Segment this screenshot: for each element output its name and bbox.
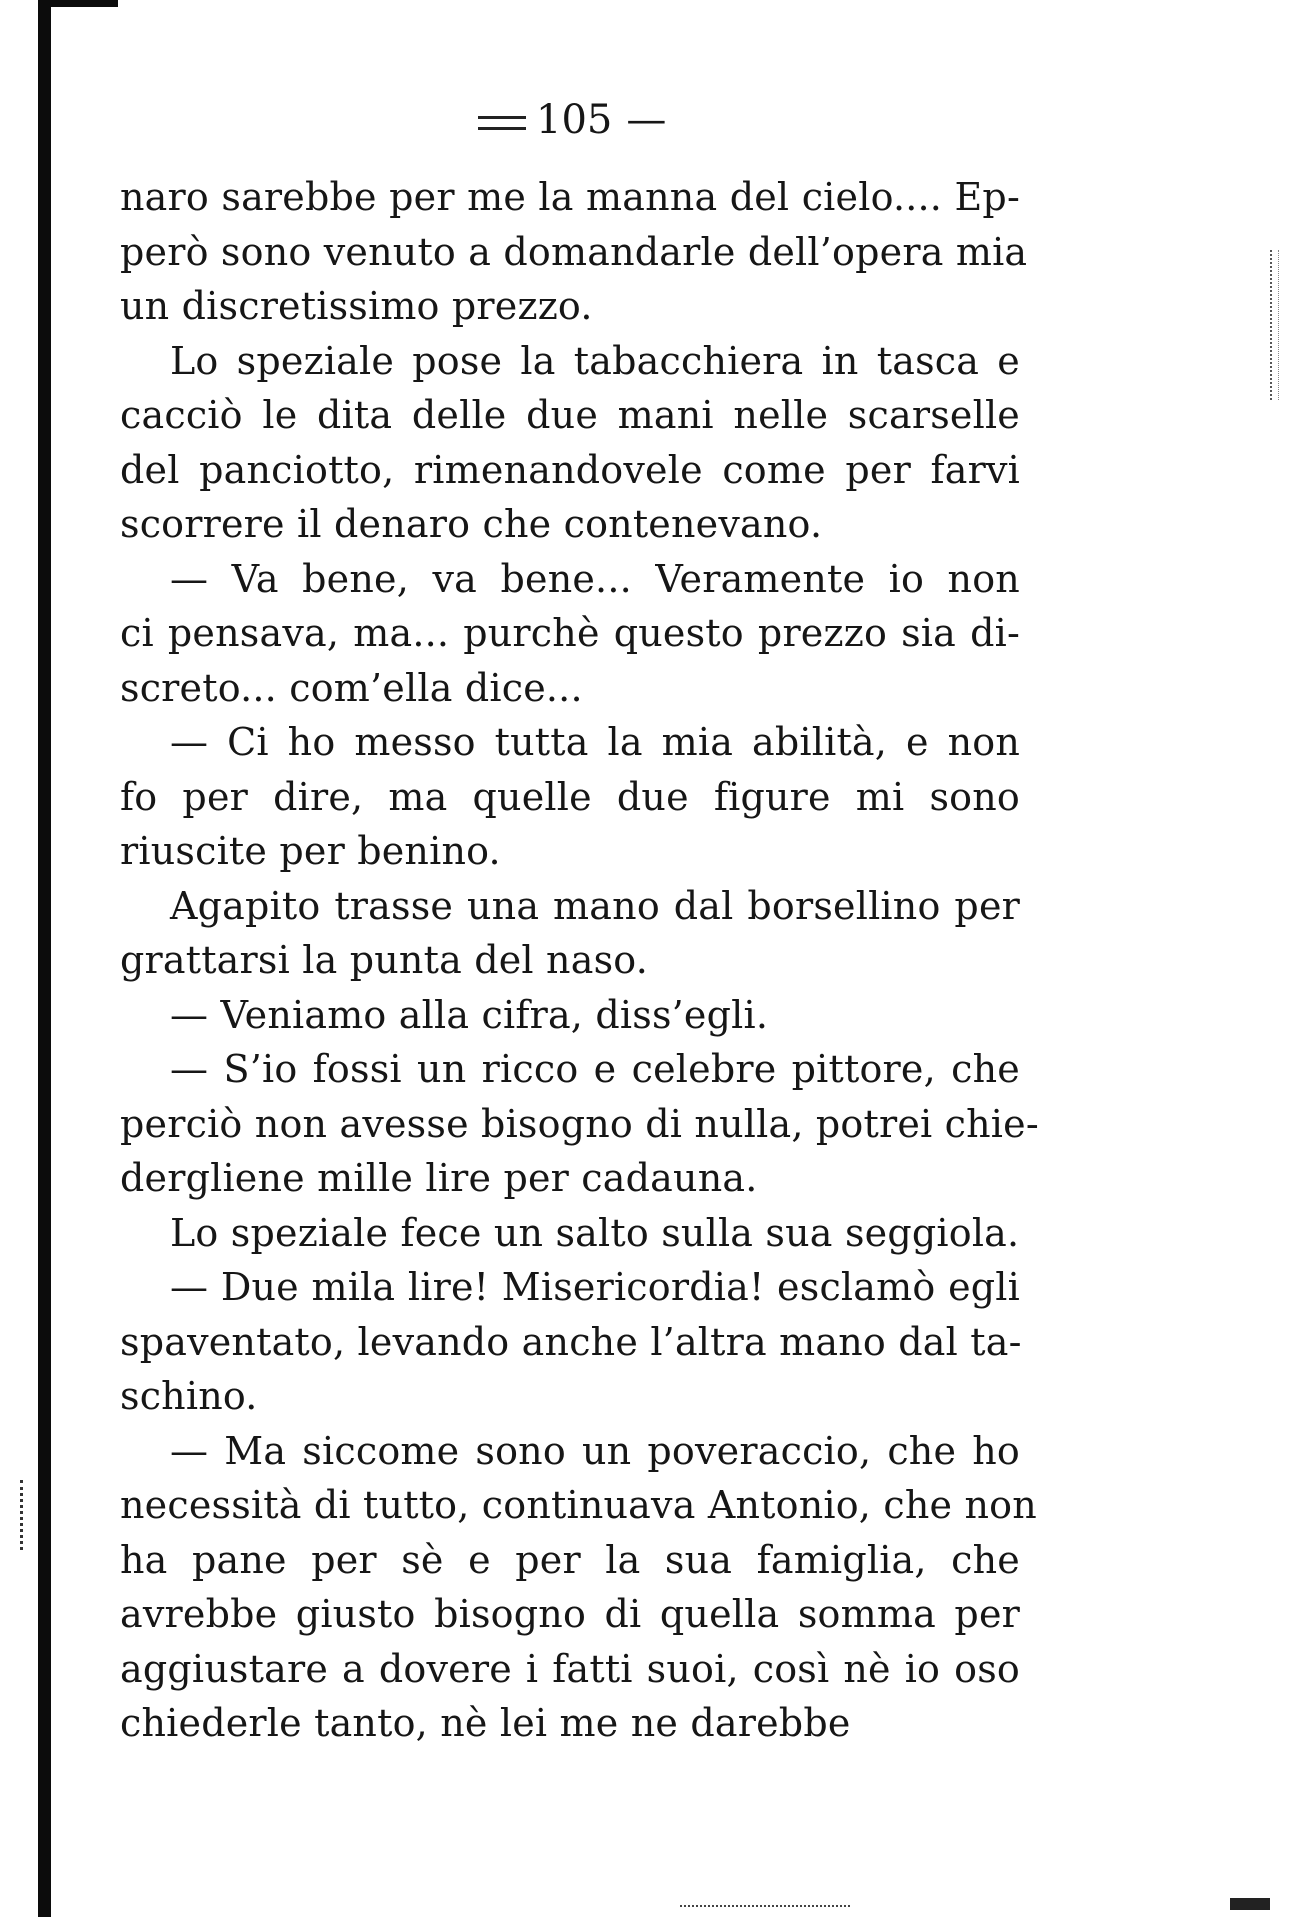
text-line: chiederle tanto, nè lei me ne darebbe	[120, 1701, 851, 1745]
text-line: naro sarebbe per me la manna del cielo.... Ep-	[120, 175, 1020, 219]
text-line: però sono venuto a domandarle dell’opera mia	[120, 229, 1028, 274]
page-header	[478, 97, 667, 143]
text-line: — Veniamo alla cifra, diss’egli.	[170, 992, 769, 1037]
margin-print-noise	[1270, 250, 1279, 400]
header-dash: —	[626, 97, 667, 143]
page-number: 105	[536, 97, 613, 143]
text-line: grattarsi la punta del naso.	[120, 938, 648, 982]
text-line: ci pensava, ma... purchè questo prezzo sia di-	[120, 611, 1020, 655]
text-line: screto... com’ella dice...	[120, 665, 583, 710]
page-binding-edge	[38, 0, 51, 1917]
text-line: schino.	[120, 1374, 258, 1418]
text-line: Lo speziale fece un salto sulla sua seggiola.	[170, 1210, 1020, 1255]
text-line: un discretissimo prezzo.	[120, 284, 593, 328]
text-line: Agapito trasse una mano dal borsellino per	[170, 883, 1020, 928]
text-line: perciò non avesse bisogno di nulla, potrei chie-	[120, 1101, 1039, 1146]
text-line: riuscite per benino.	[120, 829, 501, 873]
page-top-rule	[38, 0, 118, 7]
left-margin-noise	[20, 1480, 29, 1550]
text-line: — Va bene, va bene... Veramente io non	[170, 556, 1020, 601]
header-ornament	[478, 116, 526, 130]
text-line: — Ci ho messo tutta la mia abilità, e non	[170, 720, 1020, 764]
text-line: fo per dire, ma quelle due figure mi sono	[120, 774, 1020, 819]
bottom-ink-blot	[1230, 1898, 1270, 1910]
text-line: cacciò le dita delle due mani nelle scarselle	[120, 393, 1020, 437]
text-line: — S’io fossi un ricco e celebre pittore, che	[170, 1047, 1020, 1091]
text-line: dergliene mille lire per cadauna.	[120, 1156, 758, 1200]
text-line: ha pane per sè e per la sua famiglia, che	[120, 1537, 1020, 1582]
text-line: avrebbe giusto bisogno di quella somma per	[120, 1592, 1020, 1636]
text-line: necessità di tutto, continuava Antonio, che non	[120, 1483, 1037, 1527]
text-line: del panciotto, rimenandovele come per farvi	[120, 447, 1020, 492]
text-line: — Due mila lire! Misericordia! esclamò egli	[170, 1265, 1020, 1309]
text-line: scorrere il denaro che contenevano.	[120, 502, 823, 546]
text-line: spaventato, levando anche l’altra mano dal ta-	[120, 1319, 1022, 1364]
bottom-print-noise	[680, 1905, 850, 1910]
text-line: aggiustare a dovere i fatti suoi, così nè io oso	[120, 1646, 1020, 1691]
text-line: — Ma siccome sono un poveraccio, che ho	[170, 1428, 1020, 1473]
text-line: Lo speziale pose la tabacchiera in tasca e	[170, 338, 1020, 383]
body-text	[120, 170, 1039, 1751]
